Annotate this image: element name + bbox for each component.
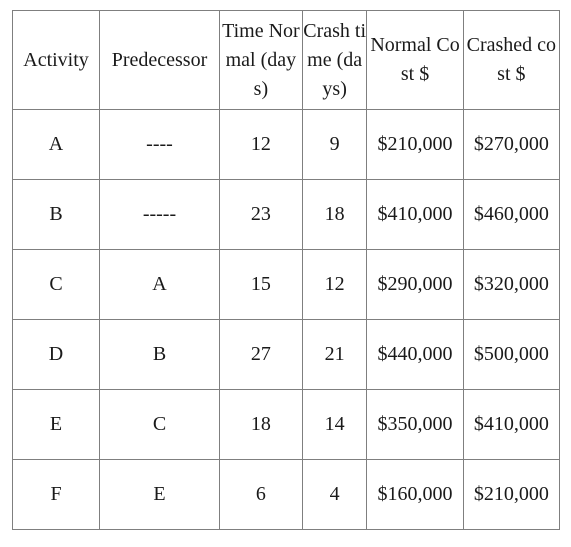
normal-cost-value: $210,000: [377, 133, 453, 155]
cell-normal-cost: [367, 250, 463, 320]
cell-crashed-cost: [463, 250, 559, 320]
cell-predecessor: B: [100, 320, 220, 390]
cell-normal-cost: [367, 320, 463, 390]
cell-time-normal: 6: [219, 460, 302, 530]
cell-activity: C: [13, 250, 100, 320]
cell-crash-time: 9: [302, 110, 367, 180]
cell-predecessor: C: [100, 390, 220, 460]
crashed-cost-value: $500,000: [473, 343, 549, 365]
cell-crashed-cost: [463, 180, 559, 250]
normal-cost-value: $350,000: [377, 413, 453, 435]
normal-cost-value: $160,000: [377, 483, 453, 505]
table-row: [13, 110, 560, 180]
crashed-cost-value: $460,000: [473, 203, 549, 225]
cell-crash-time: 14: [302, 390, 367, 460]
cell-activity: D: [13, 320, 100, 390]
header-crash-time: Crash time (days): [302, 11, 367, 110]
table-header-row: [13, 11, 560, 110]
cell-normal-cost: [367, 180, 463, 250]
cell-time-normal: 27: [219, 320, 302, 390]
cell-predecessor: A: [100, 250, 220, 320]
crashed-cost-value: $210,000: [473, 483, 549, 505]
cell-normal-cost: [367, 390, 463, 460]
cell-activity: E: [13, 390, 100, 460]
cell-crashed-cost: [463, 460, 559, 530]
cell-crash-time: 21: [302, 320, 367, 390]
header-predecessor: Predecessor: [100, 11, 220, 110]
cell-time-normal: 18: [219, 390, 302, 460]
crashed-cost-value: $320,000: [473, 273, 549, 295]
cell-crash-time: 4: [302, 460, 367, 530]
cell-time-normal: 15: [219, 250, 302, 320]
cell-time-normal: 12: [219, 110, 302, 180]
header-time-normal: Time Normal (days): [219, 11, 302, 110]
cell-time-normal: 23: [219, 180, 302, 250]
cell-crashed-cost: [463, 390, 559, 460]
table-row: [13, 390, 560, 460]
cell-activity: B: [13, 180, 100, 250]
table-row: [13, 320, 560, 390]
crash-cost-table: [12, 10, 560, 530]
crashed-cost-value: $410,000: [473, 413, 549, 435]
normal-cost-value: $290,000: [377, 273, 453, 295]
cell-activity: F: [13, 460, 100, 530]
normal-cost-value: $410,000: [377, 203, 453, 225]
header-normal-cost: Normal Cost $: [367, 11, 463, 110]
cell-activity: A: [13, 110, 100, 180]
cell-crash-time: 18: [302, 180, 367, 250]
cell-crashed-cost: [463, 320, 559, 390]
cell-crash-time: 12: [302, 250, 367, 320]
table-row: [13, 250, 560, 320]
header-crashed-cost: Crashed cost $: [463, 11, 559, 110]
crashed-cost-value: $270,000: [473, 133, 549, 155]
table-row: [13, 460, 560, 530]
normal-cost-value: $440,000: [377, 343, 453, 365]
cell-crashed-cost: [463, 110, 559, 180]
cell-normal-cost: [367, 110, 463, 180]
cell-normal-cost: [367, 460, 463, 530]
cell-predecessor: E: [100, 460, 220, 530]
table-row: [13, 180, 560, 250]
header-activity: Activity: [13, 11, 100, 110]
cell-predecessor: ----: [100, 110, 220, 180]
cell-predecessor: -----: [100, 180, 220, 250]
